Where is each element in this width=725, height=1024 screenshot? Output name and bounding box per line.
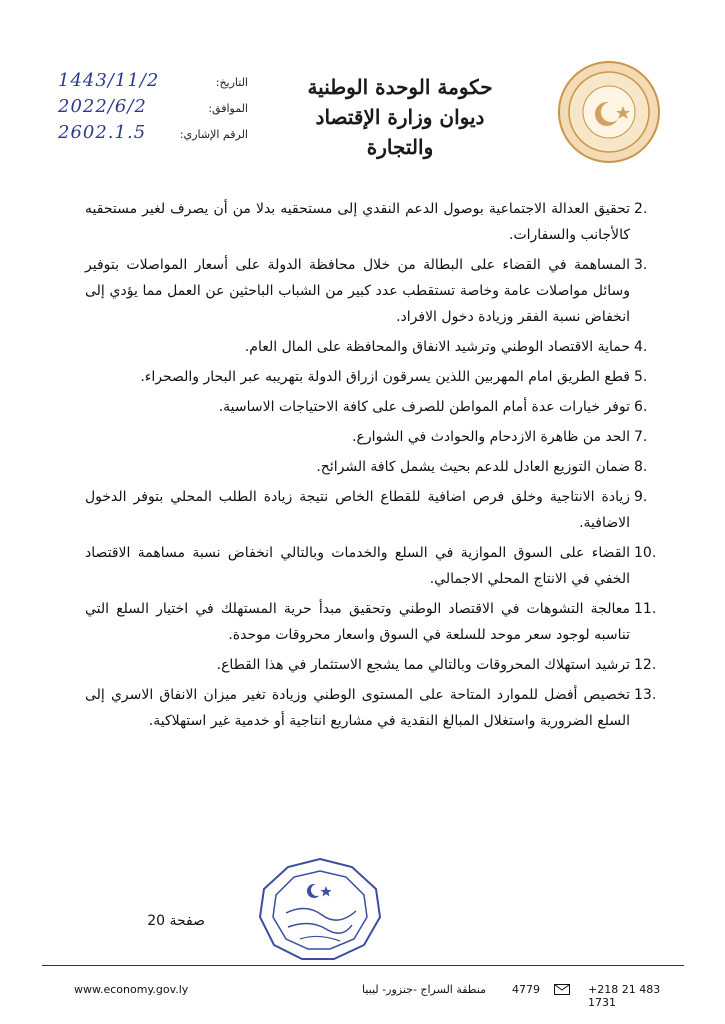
item-number: 9. — [634, 489, 648, 505]
letterhead — [280, 72, 520, 162]
document-meta — [58, 72, 248, 150]
list-item — [85, 652, 657, 678]
item-text: المساهمة في القضاء على البطالة من خلال محافظة الدولة على أسعار المواصلات بتوفير وسائل مواصلات عامة وخاصة تستقطب عدد كبير من الشباب الباحثين عن العمل مما يؤدي إلى انخفاض نسبة الفقر وزيادة دخول الافراد. — [85, 257, 630, 325]
list-item — [85, 334, 648, 360]
item-text: الحد من ظاهرة الازدحام والحوادث في الشوارع. — [352, 429, 630, 445]
hijri-date-value: 1443/11/2 — [58, 70, 160, 91]
item-number: 12. — [634, 657, 657, 673]
gregorian-date-row — [58, 98, 248, 124]
gregorian-date-label: الموافق: — [208, 102, 248, 115]
item-text: زيادة الانتاجية وخلق فرص اضافية للقطاع الخاص نتيجة زيادة الطلب المحلي بتوفر الدخول الاضافية. — [85, 489, 630, 531]
item-text: القضاء على السوق الموازية في السلع والخدمات وبالتالي انخفاض نسبة مساهمة الاقتصاد الخفي في الانتاج المحلي الاجمالي. — [85, 545, 630, 587]
gregorian-date-value: 2022/6/2 — [58, 96, 147, 117]
page-number: صفحة 20 — [147, 913, 205, 929]
envelope-icon — [554, 984, 570, 995]
item-text: ترشيد استهلاك المحروقات وبالتالي مما يشجع الاستثمار في هذا القطاع. — [216, 657, 630, 673]
item-number: 10. — [634, 545, 657, 561]
list-item — [85, 424, 648, 450]
list-item — [85, 252, 648, 330]
item-text: تحقيق العدالة الاجتماعية بوصول الدعم النقدي إلى مستحقيه بدلا من أن يصرف لغير مستحقيه كالأجانب والسفارات. — [85, 201, 630, 243]
item-number: 7. — [634, 429, 648, 445]
item-number: 11. — [634, 601, 657, 617]
list-item — [85, 364, 648, 390]
list-item — [85, 454, 648, 480]
item-number: 5. — [634, 369, 648, 385]
website-link[interactable]: www.economy.gov.ly — [74, 983, 189, 996]
item-number: 2. — [634, 201, 648, 217]
item-number: 13. — [634, 687, 657, 703]
government-name: حكومة الوحدة الوطنية — [307, 75, 493, 99]
reference-value: 2602.1.5 — [58, 122, 147, 143]
item-number: 3. — [634, 257, 648, 273]
item-text: ضمان التوزيع العادل للدعم بحيث يشمل كافة الشرائح. — [316, 459, 630, 475]
official-stamp — [256, 855, 384, 963]
list-item — [85, 394, 648, 420]
list-item — [85, 682, 657, 734]
item-number: 4. — [634, 339, 648, 355]
list-item — [85, 484, 648, 536]
item-text: توفر خيارات عدة أمام المواطن للصرف على كافة الاحتياجات الاساسية. — [218, 399, 630, 415]
phone-number: +218 21 483 1731 — [588, 983, 661, 1009]
item-text: معالجة التشوهات في الاقتصاد الوطني وتحقيق مبدأ حرية المستهلك في اختيار السلع التي تناسبه لوجود سعر موحد للسلعة في السوق واسعار محروقات موحدة. — [85, 601, 630, 643]
hijri-date-label: التاريخ: — [215, 76, 248, 89]
address-text: منطقة السراج -جنزور- ليبيا — [362, 983, 487, 996]
hijri-date-row — [58, 72, 248, 98]
item-number: 8. — [634, 459, 648, 475]
list-item — [85, 596, 657, 648]
reference-row — [58, 124, 248, 150]
po-box-number: 4779 — [512, 983, 540, 996]
reference-label: الرقم الإشاري: — [179, 128, 248, 141]
footer-divider — [42, 965, 684, 966]
ministry-seal-logo — [557, 60, 661, 164]
item-text: تخصيص أفضل للموارد المتاحة على المستوى الوطني وزيادة تغير ميزان الانفاق الاسري إلى السلع الضرورية واستغلال المبالغ النقدية في مشاريع انتاجية أو خدمية غير استهلاكية. — [85, 687, 630, 729]
ministry-name: ديوان وزارة الإقتصاد والتجارة — [315, 105, 485, 159]
item-text: حماية الاقتصاد الوطني وترشيد الانفاق والمحافظة على المال العام. — [244, 339, 630, 355]
list-item — [85, 196, 648, 248]
footer — [42, 983, 684, 1009]
benefits-list — [85, 196, 657, 738]
item-number: 6. — [634, 399, 648, 415]
list-item — [85, 540, 657, 592]
item-text: قطع الطريق امام المهربين اللذين يسرقون ازراق الدولة بتهريبه عبر البحار والصحراء. — [140, 369, 630, 385]
